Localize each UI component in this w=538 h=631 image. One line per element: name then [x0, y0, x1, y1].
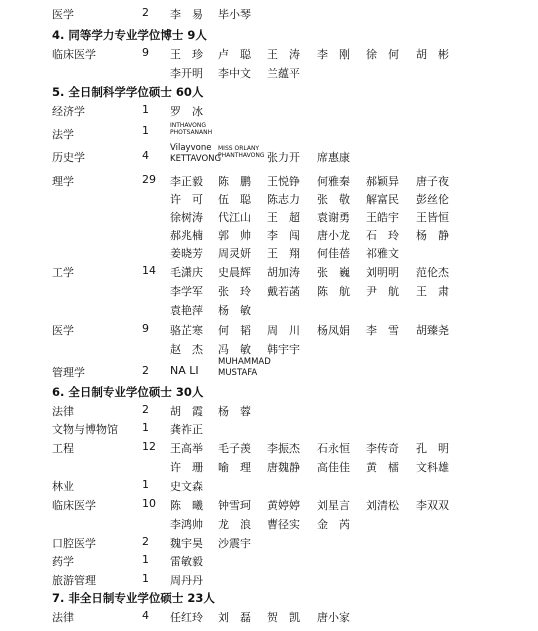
- person-name: 席惠康: [317, 151, 350, 164]
- count-value: 2: [142, 6, 149, 19]
- person-name: 代江山: [218, 211, 251, 224]
- count-value: 1: [142, 124, 149, 137]
- person-name: 周 川: [267, 324, 300, 337]
- person-name: 龙 浪: [218, 518, 251, 531]
- person-name: 胡加涛: [267, 266, 300, 279]
- person-name: 金 芮: [317, 518, 350, 531]
- person-name: MUHAMMAD MUSTAFA: [218, 357, 271, 378]
- person-name: 任红玲: [170, 611, 203, 624]
- person-name: 许 可: [170, 193, 203, 206]
- subject-label: 理学: [52, 175, 74, 188]
- person-name: 冯 敏: [218, 343, 251, 356]
- subject-label: 医学: [52, 324, 74, 337]
- count-value: 4: [142, 149, 149, 162]
- person-name: 石永恒: [317, 442, 350, 455]
- count-value: 14: [142, 264, 156, 277]
- person-name: 雷敏毅: [170, 555, 203, 568]
- person-name: 沙震宇: [218, 537, 251, 550]
- person-name: 曹径实: [267, 518, 300, 531]
- count-value: 12: [142, 440, 156, 453]
- subject-label: 药学: [52, 555, 74, 568]
- subject-label: 临床医学: [52, 499, 96, 512]
- person-name: 何佳蓓: [317, 247, 350, 260]
- person-name: 毛子羡: [218, 442, 251, 455]
- person-name: 范伦杰: [416, 266, 449, 279]
- count-value: 2: [142, 364, 149, 377]
- count-value: 2: [142, 403, 149, 416]
- person-name: 毕小琴: [218, 8, 251, 21]
- person-name: 周丹丹: [170, 574, 203, 587]
- count-value: 4: [142, 609, 149, 622]
- person-name: 胡 彬: [416, 48, 449, 61]
- person-name: 李双双: [416, 499, 449, 512]
- person-name: 魏宇昊: [170, 537, 203, 550]
- count-value: 9: [142, 46, 149, 59]
- person-name: INTHAVONG PHOTSANANH: [170, 122, 213, 136]
- person-name: 李 闯: [267, 229, 300, 242]
- person-name: 杨 敏: [218, 304, 251, 317]
- person-name: 李振杰: [267, 442, 300, 455]
- person-name: 徐树涛: [170, 211, 203, 224]
- person-name: 钟雪珂: [218, 499, 251, 512]
- person-name: 陈 曦: [170, 499, 203, 512]
- subject-label: 管理学: [52, 366, 85, 379]
- person-name: 王 珍: [170, 48, 203, 61]
- person-name: 唐子夜: [416, 175, 449, 188]
- person-name: 刘明明: [366, 266, 399, 279]
- subject-label: 经济学: [52, 105, 85, 118]
- person-name: 龚祚正: [170, 423, 203, 436]
- person-name: 陈 鹏: [218, 175, 251, 188]
- person-name: NA LI: [170, 364, 199, 377]
- person-name: 唐小龙: [317, 229, 350, 242]
- person-name: 何雅秦: [317, 175, 350, 188]
- person-name: 张力开: [267, 151, 300, 164]
- person-name: 赵 杰: [170, 343, 203, 356]
- subject-label: 工学: [52, 266, 74, 279]
- person-name: 韩宇宇: [267, 343, 300, 356]
- person-name: 毛潇庆: [170, 266, 203, 279]
- person-name: 郝颖异: [366, 175, 399, 188]
- section-heading: 7. 非全日制专业学位硕士 23人: [52, 591, 215, 605]
- person-name: 李 刚: [317, 48, 350, 61]
- subject-label: 法学: [52, 128, 74, 141]
- person-name: 黄婷婷: [267, 499, 300, 512]
- person-name: 戴若菡: [267, 285, 300, 298]
- person-name: 刘清松: [366, 499, 399, 512]
- section-heading: 6. 全日制专业学位硕士 30人: [52, 385, 204, 399]
- person-name: 王 超: [267, 211, 300, 224]
- person-name: 石 玲: [366, 229, 399, 242]
- person-name: 杨凤娟: [317, 324, 350, 337]
- person-name: 史晨辉: [218, 266, 251, 279]
- person-name: 尹 航: [366, 285, 399, 298]
- person-name: 何 韬: [218, 324, 251, 337]
- person-name: 黄 檑: [366, 461, 399, 474]
- count-value: 1: [142, 103, 149, 116]
- count-value: 29: [142, 173, 156, 186]
- person-name: 袁艳萍: [170, 304, 203, 317]
- count-value: 1: [142, 553, 149, 566]
- person-name: 孔 明: [416, 442, 449, 455]
- person-name: 王悦铮: [267, 175, 300, 188]
- person-name: 王 涛: [267, 48, 300, 61]
- subject-label: 医学: [52, 8, 74, 21]
- subject-label: 法律: [52, 405, 74, 418]
- person-name: 史文森: [170, 480, 203, 493]
- subject-label: 临床医学: [52, 48, 96, 61]
- person-name: 卢 聪: [218, 48, 251, 61]
- count-value: 2: [142, 535, 149, 548]
- subject-label: 旅游管理: [52, 574, 96, 587]
- person-name: 王皆恒: [416, 211, 449, 224]
- person-name: 解富民: [366, 193, 399, 206]
- person-name: 王 翔: [267, 247, 300, 260]
- section-heading: 4. 同等学力专业学位博士 9人: [52, 28, 207, 42]
- subject-label: 文物与博物馆: [52, 423, 118, 436]
- person-name: 文科雄: [416, 461, 449, 474]
- person-name: 李 雪: [366, 324, 399, 337]
- person-name: Vilayvone KETTAVONG: [170, 143, 222, 164]
- person-name: 李 易: [170, 8, 203, 21]
- person-name: 胡 霞: [170, 405, 203, 418]
- person-name: 唐小家: [317, 611, 350, 624]
- subject-label: 林业: [52, 480, 74, 493]
- section-heading: 5. 全日制科学学位硕士 60人: [52, 85, 204, 99]
- person-name: 姜晓芳: [170, 247, 203, 260]
- person-name: 徐 何: [366, 48, 399, 61]
- person-name: 陈志力: [267, 193, 300, 206]
- person-name: 李学军: [170, 285, 203, 298]
- subject-label: 口腔医学: [52, 537, 96, 550]
- person-name: 李开明: [170, 67, 203, 80]
- person-name: 张 巍: [317, 266, 350, 279]
- person-name: 唐魏静: [267, 461, 300, 474]
- person-name: 陈 航: [317, 285, 350, 298]
- person-name: 杨 蓉: [218, 405, 251, 418]
- count-value: 1: [142, 572, 149, 585]
- person-name: 王皓宇: [366, 211, 399, 224]
- person-name: 罗 冰: [170, 105, 203, 118]
- person-name: 李中文: [218, 67, 251, 80]
- count-value: 9: [142, 322, 149, 335]
- subject-label: 法律: [52, 611, 74, 624]
- person-name: 李正毅: [170, 175, 203, 188]
- person-name: 刘 磊: [218, 611, 251, 624]
- person-name: 郭 帅: [218, 229, 251, 242]
- person-name: 张 敬: [317, 193, 350, 206]
- person-name: 祁雅文: [366, 247, 399, 260]
- person-name: 李鸿帅: [170, 518, 203, 531]
- person-name: 王高举: [170, 442, 203, 455]
- person-name: 李传奇: [366, 442, 399, 455]
- person-name: 杨 静: [416, 229, 449, 242]
- person-name: 彭丝伦: [416, 193, 449, 206]
- subject-label: 历史学: [52, 151, 85, 164]
- person-name: 郝兆楠: [170, 229, 203, 242]
- person-name: 张 玲: [218, 285, 251, 298]
- person-name: 高佳佳: [317, 461, 350, 474]
- person-name: 喻 理: [218, 461, 251, 474]
- person-name: 胡臻尧: [416, 324, 449, 337]
- person-name: 贺 凯: [267, 611, 300, 624]
- person-name: 兰蕴平: [267, 67, 300, 80]
- count-value: 1: [142, 421, 149, 434]
- person-name: 周灵妍: [218, 247, 251, 260]
- person-name: 刘星言: [317, 499, 350, 512]
- count-value: 10: [142, 497, 156, 510]
- person-name: 骆芷寒: [170, 324, 203, 337]
- person-name: 王 肃: [416, 285, 449, 298]
- person-name: 伍 聪: [218, 193, 251, 206]
- person-name: 袁谢勇: [317, 211, 350, 224]
- person-name: 许 珊: [170, 461, 203, 474]
- subject-label: 工程: [52, 442, 74, 455]
- count-value: 1: [142, 478, 149, 491]
- person-name: MISS ORLANY PHANTHAVONG: [218, 145, 265, 159]
